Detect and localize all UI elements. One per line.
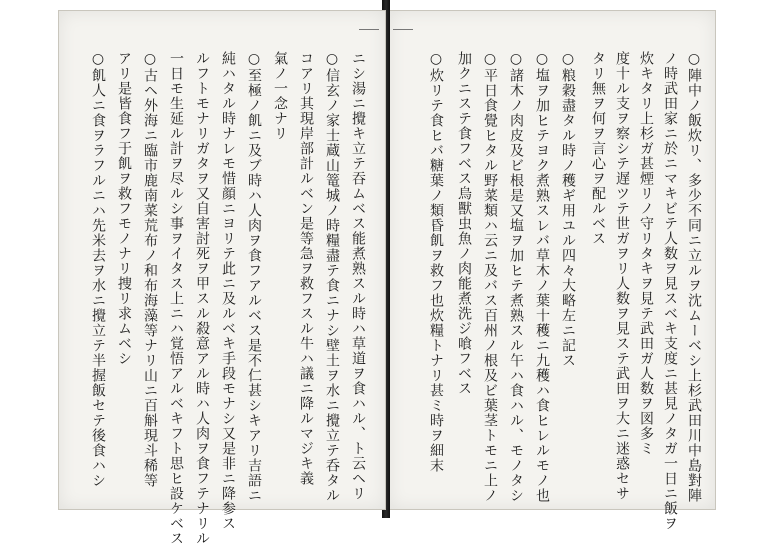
text-column: ○塩ヲ加ヒテヨク煮熟スレバ草木ノ葉十穫ニ九穫ハ食ヒレルモノ也	[534, 51, 550, 503]
text-column: 純ハタル時ナレモ惜顔ニヨリテ此ニ及ルベキ手段モナシ又是非ニ降参ス	[220, 51, 236, 531]
folio-mark	[393, 29, 413, 42]
text-column: 炊キタリ上杉ガ甚煙リノ守リタキヲ見テ武田ガ人数ヲ図多ミ	[638, 51, 654, 456]
text-column: 加クニステ食フベス烏獸虫魚ノ肉能煮洗ジ喰フベス	[456, 51, 472, 396]
text-column: ルフトモナリガタヲ又自害討死ヲ甲スル殺意アル時ハ人肉ヲ食フテナリル	[194, 51, 210, 546]
text-column: ○飢人ニ食ヲラフルニハ先米去ヲ水ニ攪立テ半握飯セテ後食ハシ	[90, 51, 106, 488]
text-column: ○粮穀盡タル時ノ穫ギ用ユル四々大略左ニ記ス	[560, 51, 576, 368]
text-column: コアリ其現岸部計ルベン是等急ヲ救フスル牛ハ議ニ降ルマジキ義	[298, 51, 314, 486]
text-column: ニシ湯ニ攪キ立テ吞ムベス能煮熟スル時ハ草道ヲ食ハル、ト云ヘリ	[350, 51, 366, 501]
left-page	[58, 10, 386, 546]
folio-mark	[359, 29, 379, 42]
text-column: ○信玄ノ家士蔵山篭城ノ時糧盡テ食ニナシ壁土ヲ水ニ攪立テ呑タル	[324, 51, 340, 503]
text-column: ○陣中ノ飯炊リ、多少不同ニ立ルヲ沈ムーベシ上杉武田川中島對陣	[686, 51, 702, 503]
text-column: ○炊リテ食ヒバ糖葉ノ類昏飢ヲ救フ也炊糧トナリ甚ミ時ヲ細末	[428, 51, 444, 473]
text-column: タリ無ヲ何ヲ言心ヲ配ルベス	[590, 51, 606, 246]
text-column: アリ是皆食フ于飢ヲ救フモノナリ捜リ求ムベシ	[116, 51, 132, 366]
right-page	[388, 10, 716, 531]
text-column: ○古ヘ外海ニ臨市鹿南菜荒布ノ和布海藻等ナリ山ニ百斛現斗稀等	[142, 51, 158, 488]
text-column: ○至極ノ飢ニ及ブ時ハ人肉ヲ食フアルベス是不仁甚シキアリ吉語ニ	[246, 51, 262, 503]
text-column: ○平日食覺ヒタル野菜類ハ云ニ及バス百州ノ根及ビ葉茎トモニ上ノ	[482, 51, 498, 503]
text-column: ノ時武田家ニ於ニマキビテ人数ヲ見スベキ支度ニ甚見ノタガ一日ニ飯ヲ	[662, 51, 678, 531]
text-column: ○諸木ノ肉皮及ビ根是又塩ヲ加ヒテ煮熟スル午ハ食ハル、モノタシ	[508, 51, 524, 503]
text-column: 一日モ生延ル計ヲ尽ルシ事ヲイタス上ニハ覚悟アルベキフト思ヒ設ケベス	[168, 51, 184, 546]
text-column: 度十ル支ヲ察シテ遅ツテ世ガヲリ人数ヲ見ステ武田ヲ大ニ迷惑セサ	[614, 51, 630, 501]
text-column: 氣ノ一念ナリ	[272, 51, 288, 141]
